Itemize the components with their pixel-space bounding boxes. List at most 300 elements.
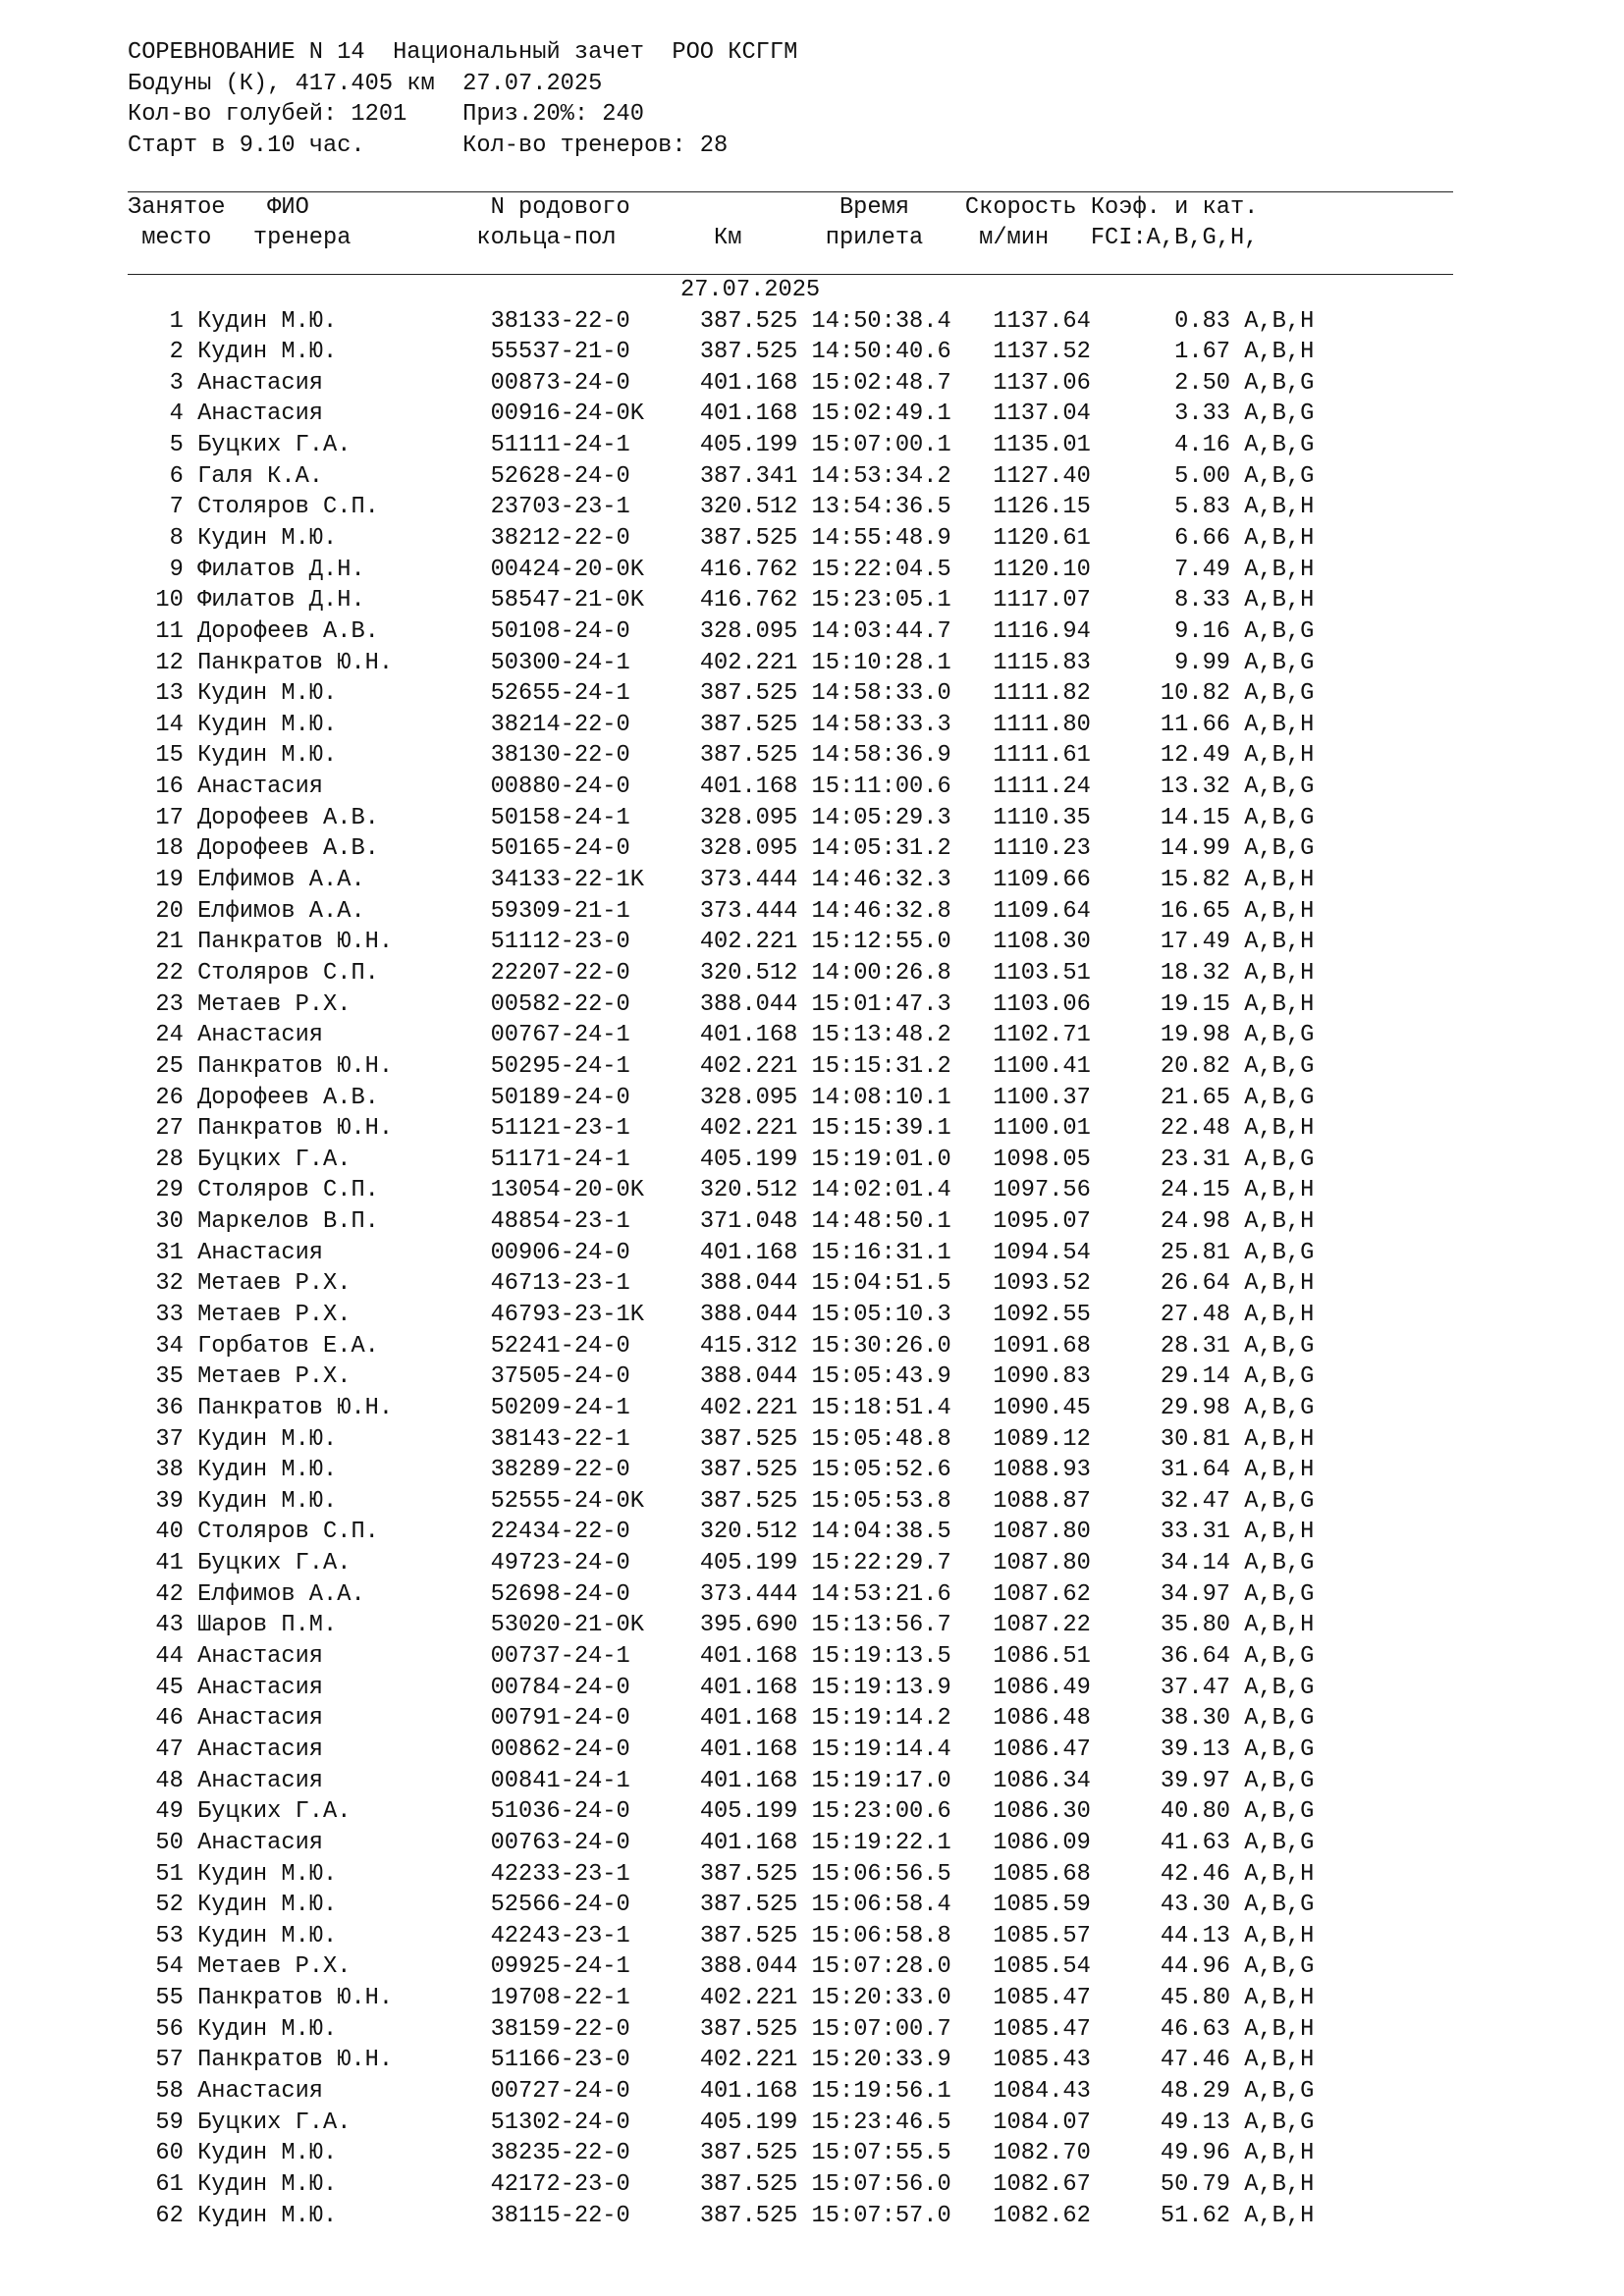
cell-category: A,B,H: [1244, 307, 1315, 335]
cell-ring: 51121-23-1: [490, 1115, 659, 1143]
cell-speed: 1092.55: [950, 1302, 1091, 1328]
cell-trainer: Анастасия: [197, 1674, 491, 1701]
cell-coefficient: 21.65: [1090, 1084, 1245, 1111]
cell-speed: 1102.71: [950, 1022, 1091, 1049]
cell-category: A,B,H: [1244, 556, 1315, 583]
cell-coefficient: 30.81: [1090, 1425, 1245, 1453]
cell-coefficient: 24.98: [1090, 1208, 1245, 1236]
cell-trainer: Буцких Г.А.: [197, 432, 491, 459]
cell-coefficient: 28.31: [1090, 1332, 1245, 1360]
cell-place: 19: [128, 867, 198, 894]
table-row: [128, 585, 1453, 616]
cell-arrival-time: 14:50:38.4: [811, 307, 951, 335]
cell-trainer: Кудин М.Ю.: [197, 1487, 491, 1515]
cell-speed: 1088.93: [950, 1457, 1091, 1484]
cell-arrival-time: 15:19:56.1: [811, 2078, 951, 2106]
cell-trainer: Анастасия: [197, 369, 491, 397]
cell-speed: 1082.67: [950, 2170, 1091, 2198]
cell-arrival-time: 14:53:34.2: [811, 462, 951, 490]
cell-speed: 1103.51: [950, 959, 1091, 987]
table-row: [128, 2138, 1453, 2169]
cell-speed: 1085.47: [950, 2015, 1091, 2043]
table-row: [128, 958, 1453, 989]
cell-place: 32: [128, 1270, 198, 1298]
cell-arrival-time: 14:46:32.3: [811, 867, 951, 894]
cell-coefficient: 39.13: [1090, 1735, 1245, 1763]
cell-trainer: Буцких Г.А.: [197, 1550, 491, 1577]
cell-km: 388.044: [658, 990, 812, 1018]
cell-speed: 1084.07: [950, 2109, 1091, 2136]
table-row: [128, 772, 1453, 803]
cell-speed: 1094.54: [950, 1239, 1091, 1266]
cell-category: A,B,H: [1244, 929, 1315, 956]
cell-category: A,B,G: [1244, 617, 1315, 645]
cell-trainer: Панкратов Ю.Н.: [197, 1115, 491, 1143]
table-row: [128, 337, 1453, 368]
cell-speed: 1126.15: [950, 494, 1091, 521]
cell-trainer: Елфимов А.А.: [197, 897, 491, 925]
cell-place: 12: [128, 649, 198, 676]
cell-ring: 49723-24-0: [490, 1550, 659, 1577]
cell-place: 31: [128, 1239, 198, 1266]
cell-category: A,B,H: [1244, 2015, 1315, 2043]
cell-ring: 00767-24-1: [490, 1022, 659, 1049]
cell-trainer: Галя К.А.: [197, 462, 491, 490]
cell-speed: 1103.06: [950, 990, 1091, 1018]
cell-ring: 13054-20-0K: [490, 1177, 659, 1204]
cell-category: A,B,G: [1244, 462, 1315, 490]
cell-arrival-time: 14:03:44.7: [811, 617, 951, 645]
cell-place: 24: [128, 1022, 198, 1049]
cell-coefficient: 18.32: [1090, 959, 1245, 987]
cell-speed: 1087.22: [950, 1612, 1091, 1639]
cell-place: 3: [128, 369, 198, 397]
cell-arrival-time: 14:08:10.1: [811, 1084, 951, 1111]
cell-ring: 00582-22-0: [490, 990, 659, 1018]
cell-category: A,B,H: [1244, 2140, 1315, 2167]
cell-speed: 1098.05: [950, 1146, 1091, 1173]
table-row: [128, 1051, 1453, 1083]
cell-trainer: Буцких Г.А.: [197, 1146, 491, 1173]
cell-km: 387.525: [658, 339, 812, 366]
cell-place: 44: [128, 1643, 198, 1671]
cell-arrival-time: 14:50:40.6: [811, 339, 951, 366]
cell-speed: 1085.57: [950, 1922, 1091, 1949]
cell-ring: 51112-23-0: [490, 929, 659, 956]
cell-coefficient: 22.48: [1090, 1115, 1245, 1143]
cell-trainer: Панкратов Ю.Н.: [197, 1052, 491, 1080]
cell-arrival-time: 15:07:57.0: [811, 2202, 951, 2229]
cell-arrival-time: 15:05:10.3: [811, 1302, 951, 1328]
cell-km: 401.168: [658, 400, 812, 428]
cell-km: 401.168: [658, 1643, 812, 1671]
cell-arrival-time: 15:19:17.0: [811, 1767, 951, 1794]
cell-place: 47: [128, 1735, 198, 1763]
cell-trainer: Анастасия: [197, 1643, 491, 1671]
cell-coefficient: 2.50: [1090, 369, 1245, 397]
cell-category: A,B,H: [1244, 959, 1315, 987]
cell-category: A,B,H: [1244, 742, 1315, 770]
cell-ring: 52655-24-1: [490, 680, 659, 708]
cell-trainer: Анастасия: [197, 1239, 491, 1266]
cell-coefficient: 1.67: [1090, 339, 1245, 366]
cell-place: 55: [128, 1985, 198, 2012]
cell-category: A,B,G: [1244, 1705, 1315, 1733]
cell-speed: 1097.56: [950, 1177, 1091, 1204]
cell-speed: 1085.68: [950, 1860, 1091, 1888]
cell-ring: 00784-24-0: [490, 1674, 659, 1701]
cell-category: A,B,G: [1244, 774, 1315, 801]
cell-speed: 1111.80: [950, 711, 1091, 738]
table-row: [128, 555, 1453, 586]
cell-ring: 46793-23-1K: [490, 1302, 659, 1328]
cell-place: 18: [128, 835, 198, 863]
cell-trainer: Анастасия: [197, 2078, 491, 2106]
cell-km: 328.095: [658, 835, 812, 863]
cell-place: 27: [128, 1115, 198, 1143]
cell-category: A,B,G: [1244, 2109, 1315, 2136]
cell-ring: 51171-24-1: [490, 1146, 659, 1173]
cell-km: 320.512: [658, 959, 812, 987]
cell-place: 8: [128, 524, 198, 552]
cell-trainer: Дорофеев А.В.: [197, 1084, 491, 1111]
cell-trainer: Кудин М.Ю.: [197, 1425, 491, 1453]
cell-place: 40: [128, 1519, 198, 1546]
table-row: [128, 2169, 1453, 2201]
table-row: [128, 1393, 1453, 1424]
cell-trainer: Метаев Р.Х.: [197, 990, 491, 1018]
cell-km: 328.095: [658, 617, 812, 645]
cell-coefficient: 34.14: [1090, 1550, 1245, 1577]
table-row: [128, 1673, 1453, 1704]
cell-place: 15: [128, 742, 198, 770]
table-row: [128, 2201, 1453, 2232]
column-headers: [128, 192, 1453, 253]
table-row: [128, 1796, 1453, 1828]
cell-coefficient: 10.82: [1090, 680, 1245, 708]
column-header-row-1: Занятое ФИО N родового Время Скорость Коэф. и кат.: [128, 194, 1259, 221]
cell-ring: 38115-22-0: [490, 2202, 659, 2229]
cell-arrival-time: 14:55:48.9: [811, 524, 951, 552]
cell-category: A,B,H: [1244, 1612, 1315, 1639]
cell-coefficient: 38.30: [1090, 1705, 1245, 1733]
cell-ring: 38235-22-0: [490, 2140, 659, 2167]
cell-arrival-time: 15:20:33.9: [811, 2047, 951, 2074]
cell-place: 28: [128, 1146, 198, 1173]
cell-place: 14: [128, 711, 198, 738]
cell-arrival-time: 15:07:00.7: [811, 2015, 951, 2043]
cell-ring: 23703-23-1: [490, 494, 659, 521]
cell-km: 401.168: [658, 1705, 812, 1733]
cell-place: 52: [128, 1892, 198, 1919]
cell-coefficient: 34.97: [1090, 1580, 1245, 1608]
cell-ring: 38133-22-0: [490, 307, 659, 335]
cell-category: A,B,H: [1244, 1270, 1315, 1298]
cell-place: 39: [128, 1487, 198, 1515]
cell-km: 387.341: [658, 462, 812, 490]
cell-km: 401.168: [658, 1239, 812, 1266]
cell-ring: 09925-24-1: [490, 1953, 659, 1981]
cell-place: 62: [128, 2202, 198, 2229]
cell-trainer: Панкратов Ю.Н.: [197, 929, 491, 956]
cell-category: A,B,H: [1244, 897, 1315, 925]
cell-ring: 50189-24-0: [490, 1084, 659, 1111]
cell-coefficient: 29.14: [1090, 1363, 1245, 1391]
cell-arrival-time: 15:05:53.8: [811, 1487, 951, 1515]
cell-km: 387.525: [658, 680, 812, 708]
cell-place: 38: [128, 1457, 198, 1484]
cell-coefficient: 26.64: [1090, 1270, 1245, 1298]
cell-arrival-time: 15:10:28.1: [811, 649, 951, 676]
cell-km: 402.221: [658, 1394, 812, 1421]
cell-place: 51: [128, 1860, 198, 1888]
cell-km: 401.168: [658, 2078, 812, 2106]
table-row: [128, 1703, 1453, 1735]
cell-coefficient: 5.00: [1090, 462, 1245, 490]
cell-km: 387.525: [658, 1487, 812, 1515]
cell-category: A,B,H: [1244, 1208, 1315, 1236]
cell-place: 21: [128, 929, 198, 956]
cell-coefficient: 48.29: [1090, 2078, 1245, 2106]
cell-trainer: Метаев Р.Х.: [197, 1953, 491, 1981]
table-row: [128, 1579, 1453, 1611]
cell-place: 45: [128, 1674, 198, 1701]
table-row: [128, 1300, 1453, 1331]
cell-ring: 19708-22-1: [490, 1985, 659, 2012]
cell-category: A,B,G: [1244, 1953, 1315, 1981]
cell-speed: 1090.83: [950, 1363, 1091, 1391]
cell-trainer: Столяров С.П.: [197, 1177, 491, 1204]
cell-ring: 34133-22-1K: [490, 867, 659, 894]
cell-category: A,B,G: [1244, 1892, 1315, 1919]
cell-category: A,B,G: [1244, 400, 1315, 428]
cell-place: 61: [128, 2170, 198, 2198]
table-row: [128, 833, 1453, 865]
cell-km: 401.168: [658, 1829, 812, 1856]
cell-ring: 00906-24-0: [490, 1239, 659, 1266]
cell-category: A,B,G: [1244, 1487, 1315, 1515]
cell-category: A,B,G: [1244, 835, 1315, 863]
table-row: [128, 1362, 1453, 1393]
cell-trainer: Столяров С.П.: [197, 1519, 491, 1546]
cell-trainer: Кудин М.Ю.: [197, 2140, 491, 2167]
cell-place: 17: [128, 804, 198, 831]
cell-category: A,B,G: [1244, 432, 1315, 459]
table-row: [128, 461, 1453, 493]
cell-place: 22: [128, 959, 198, 987]
cell-arrival-time: 15:15:31.2: [811, 1052, 951, 1080]
cell-place: 16: [128, 774, 198, 801]
cell-ring: 52698-24-0: [490, 1580, 659, 1608]
cell-km: 401.168: [658, 1022, 812, 1049]
cell-km: 416.762: [658, 587, 812, 614]
cell-ring: 00841-24-1: [490, 1767, 659, 1794]
table-row: [128, 1951, 1453, 1983]
table-row: [128, 2108, 1453, 2139]
cell-coefficient: 0.83: [1090, 307, 1245, 335]
cell-coefficient: 49.96: [1090, 2140, 1245, 2167]
table-row: [128, 1859, 1453, 1891]
cell-km: 388.044: [658, 1363, 812, 1391]
cell-category: A,B,H: [1244, 990, 1315, 1018]
cell-ring: 50209-24-1: [490, 1394, 659, 1421]
cell-speed: 1082.62: [950, 2202, 1091, 2229]
cell-arrival-time: 15:23:00.6: [811, 1798, 951, 1826]
table-row: [128, 896, 1453, 928]
cell-coefficient: 27.48: [1090, 1302, 1245, 1328]
cell-km: 388.044: [658, 1953, 812, 1981]
cell-coefficient: 9.99: [1090, 649, 1245, 676]
cell-coefficient: 44.13: [1090, 1922, 1245, 1949]
cell-place: 42: [128, 1580, 198, 1608]
cell-place: 1: [128, 307, 198, 335]
cell-arrival-time: 15:04:51.5: [811, 1270, 951, 1298]
cell-trainer: Кудин М.Ю.: [197, 1892, 491, 1919]
table-row: [128, 1486, 1453, 1518]
table-row: [128, 1113, 1453, 1145]
cell-km: 328.095: [658, 804, 812, 831]
cell-arrival-time: 15:30:26.0: [811, 1332, 951, 1360]
cell-ring: 50108-24-0: [490, 617, 659, 645]
cell-speed: 1120.10: [950, 556, 1091, 583]
cell-trainer: Кудин М.Ю.: [197, 742, 491, 770]
table-row: [128, 989, 1453, 1021]
cell-trainer: Панкратов Ю.Н.: [197, 1394, 491, 1421]
cell-place: 2: [128, 339, 198, 366]
cell-coefficient: 35.80: [1090, 1612, 1245, 1639]
cell-category: A,B,G: [1244, 1363, 1315, 1391]
cell-place: 25: [128, 1052, 198, 1080]
table-row: [128, 740, 1453, 772]
cell-km: 387.525: [658, 2202, 812, 2229]
cell-arrival-time: 15:02:48.7: [811, 369, 951, 397]
cell-km: 387.525: [658, 742, 812, 770]
cell-km: 388.044: [658, 1302, 812, 1328]
cell-arrival-time: 15:11:00.6: [811, 774, 951, 801]
cell-arrival-time: 15:13:48.2: [811, 1022, 951, 1049]
cell-trainer: Кудин М.Ю.: [197, 1457, 491, 1484]
cell-arrival-time: 14:58:33.0: [811, 680, 951, 708]
cell-speed: 1110.23: [950, 835, 1091, 863]
cell-coefficient: 17.49: [1090, 929, 1245, 956]
cell-arrival-time: 14:58:36.9: [811, 742, 951, 770]
cell-speed: 1100.01: [950, 1115, 1091, 1143]
cell-speed: 1085.54: [950, 1953, 1091, 1981]
date-heading: [128, 275, 1453, 306]
cell-place: 43: [128, 1612, 198, 1639]
cell-ring: 46713-23-1: [490, 1270, 659, 1298]
cell-place: 26: [128, 1084, 198, 1111]
cell-category: A,B,H: [1244, 2202, 1315, 2229]
cell-place: 33: [128, 1302, 198, 1328]
table-row: [128, 1641, 1453, 1673]
table-row: [128, 2014, 1453, 2046]
table-row: [128, 865, 1453, 896]
cell-ring: 00737-24-1: [490, 1643, 659, 1671]
cell-place: 41: [128, 1550, 198, 1577]
table-row: [128, 927, 1453, 958]
cell-place: 29: [128, 1177, 198, 1204]
cell-category: A,B,H: [1244, 711, 1315, 738]
cell-place: 30: [128, 1208, 198, 1236]
cell-place: 56: [128, 2015, 198, 2043]
cell-ring: 52628-24-0: [490, 462, 659, 490]
cell-trainer: Дорофеев А.В.: [197, 835, 491, 863]
cell-speed: 1085.47: [950, 1985, 1091, 2012]
table-row: [128, 368, 1453, 400]
race-location-distance: Бодуны (К), 417.405 км 27.07.2025: [128, 70, 603, 97]
table-row: [128, 1145, 1453, 1176]
cell-arrival-time: 15:01:47.3: [811, 990, 951, 1018]
cell-km: 416.762: [658, 556, 812, 583]
cell-speed: 1082.70: [950, 2140, 1091, 2167]
cell-category: A,B,H: [1244, 2047, 1315, 2074]
cell-place: 36: [128, 1394, 198, 1421]
cell-arrival-time: 15:12:55.0: [811, 929, 951, 956]
cell-category: A,B,G: [1244, 1767, 1315, 1794]
cell-arrival-time: 15:02:49.1: [811, 400, 951, 428]
cell-place: 57: [128, 2047, 198, 2074]
cell-trainer: Кудин М.Ю.: [197, 711, 491, 738]
cell-coefficient: 44.96: [1090, 1953, 1245, 1981]
cell-coefficient: 43.30: [1090, 1892, 1245, 1919]
cell-speed: 1085.43: [950, 2047, 1091, 2074]
table-row: [128, 1268, 1453, 1300]
cell-ring: 00727-24-0: [490, 2078, 659, 2106]
table-row: [128, 1206, 1453, 1238]
cell-coefficient: 37.47: [1090, 1674, 1245, 1701]
cell-ring: 51036-24-0: [490, 1798, 659, 1826]
cell-ring: 58547-21-0K: [490, 587, 659, 614]
cell-km: 387.525: [658, 2015, 812, 2043]
cell-ring: 53020-21-0K: [490, 1612, 659, 1639]
cell-speed: 1087.62: [950, 1580, 1091, 1608]
cell-km: 405.199: [658, 1550, 812, 1577]
cell-km: 388.044: [658, 1270, 812, 1298]
cell-trainer: Кудин М.Ю.: [197, 2170, 491, 2198]
cell-coefficient: 4.16: [1090, 432, 1245, 459]
cell-arrival-time: 15:19:13.5: [811, 1643, 951, 1671]
cell-km: 373.444: [658, 1580, 812, 1608]
cell-ring: 42243-23-1: [490, 1922, 659, 1949]
table-row: [128, 523, 1453, 555]
cell-km: 405.199: [658, 1798, 812, 1826]
table-row: [128, 1331, 1453, 1362]
results-table: [128, 306, 1453, 2232]
cell-km: 320.512: [658, 1519, 812, 1546]
cell-category: A,B,H: [1244, 1425, 1315, 1453]
cell-arrival-time: 15:05:48.8: [811, 1425, 951, 1453]
cell-trainer: Елфимов А.А.: [197, 1580, 491, 1608]
cell-trainer: Маркелов В.П.: [197, 1208, 491, 1236]
cell-speed: 1111.82: [950, 680, 1091, 708]
cell-arrival-time: 15:07:28.0: [811, 1953, 951, 1981]
cell-coefficient: 16.65: [1090, 897, 1245, 925]
cell-ring: 50158-24-1: [490, 804, 659, 831]
cell-category: A,B,G: [1244, 1394, 1315, 1421]
table-row: [128, 1610, 1453, 1641]
cell-speed: 1086.30: [950, 1798, 1091, 1826]
cell-speed: 1085.59: [950, 1892, 1091, 1919]
cell-speed: 1117.07: [950, 587, 1091, 614]
cell-km: 402.221: [658, 929, 812, 956]
column-header-row-2: место тренера кольца-пол Км прилета м/мин FCI:A,B,G,H,: [128, 225, 1259, 251]
cell-speed: 1093.52: [950, 1270, 1091, 1298]
cell-km: 387.525: [658, 1457, 812, 1484]
cell-ring: 51111-24-1: [490, 432, 659, 459]
cell-arrival-time: 15:06:58.4: [811, 1892, 951, 1919]
table-row: [128, 1766, 1453, 1797]
